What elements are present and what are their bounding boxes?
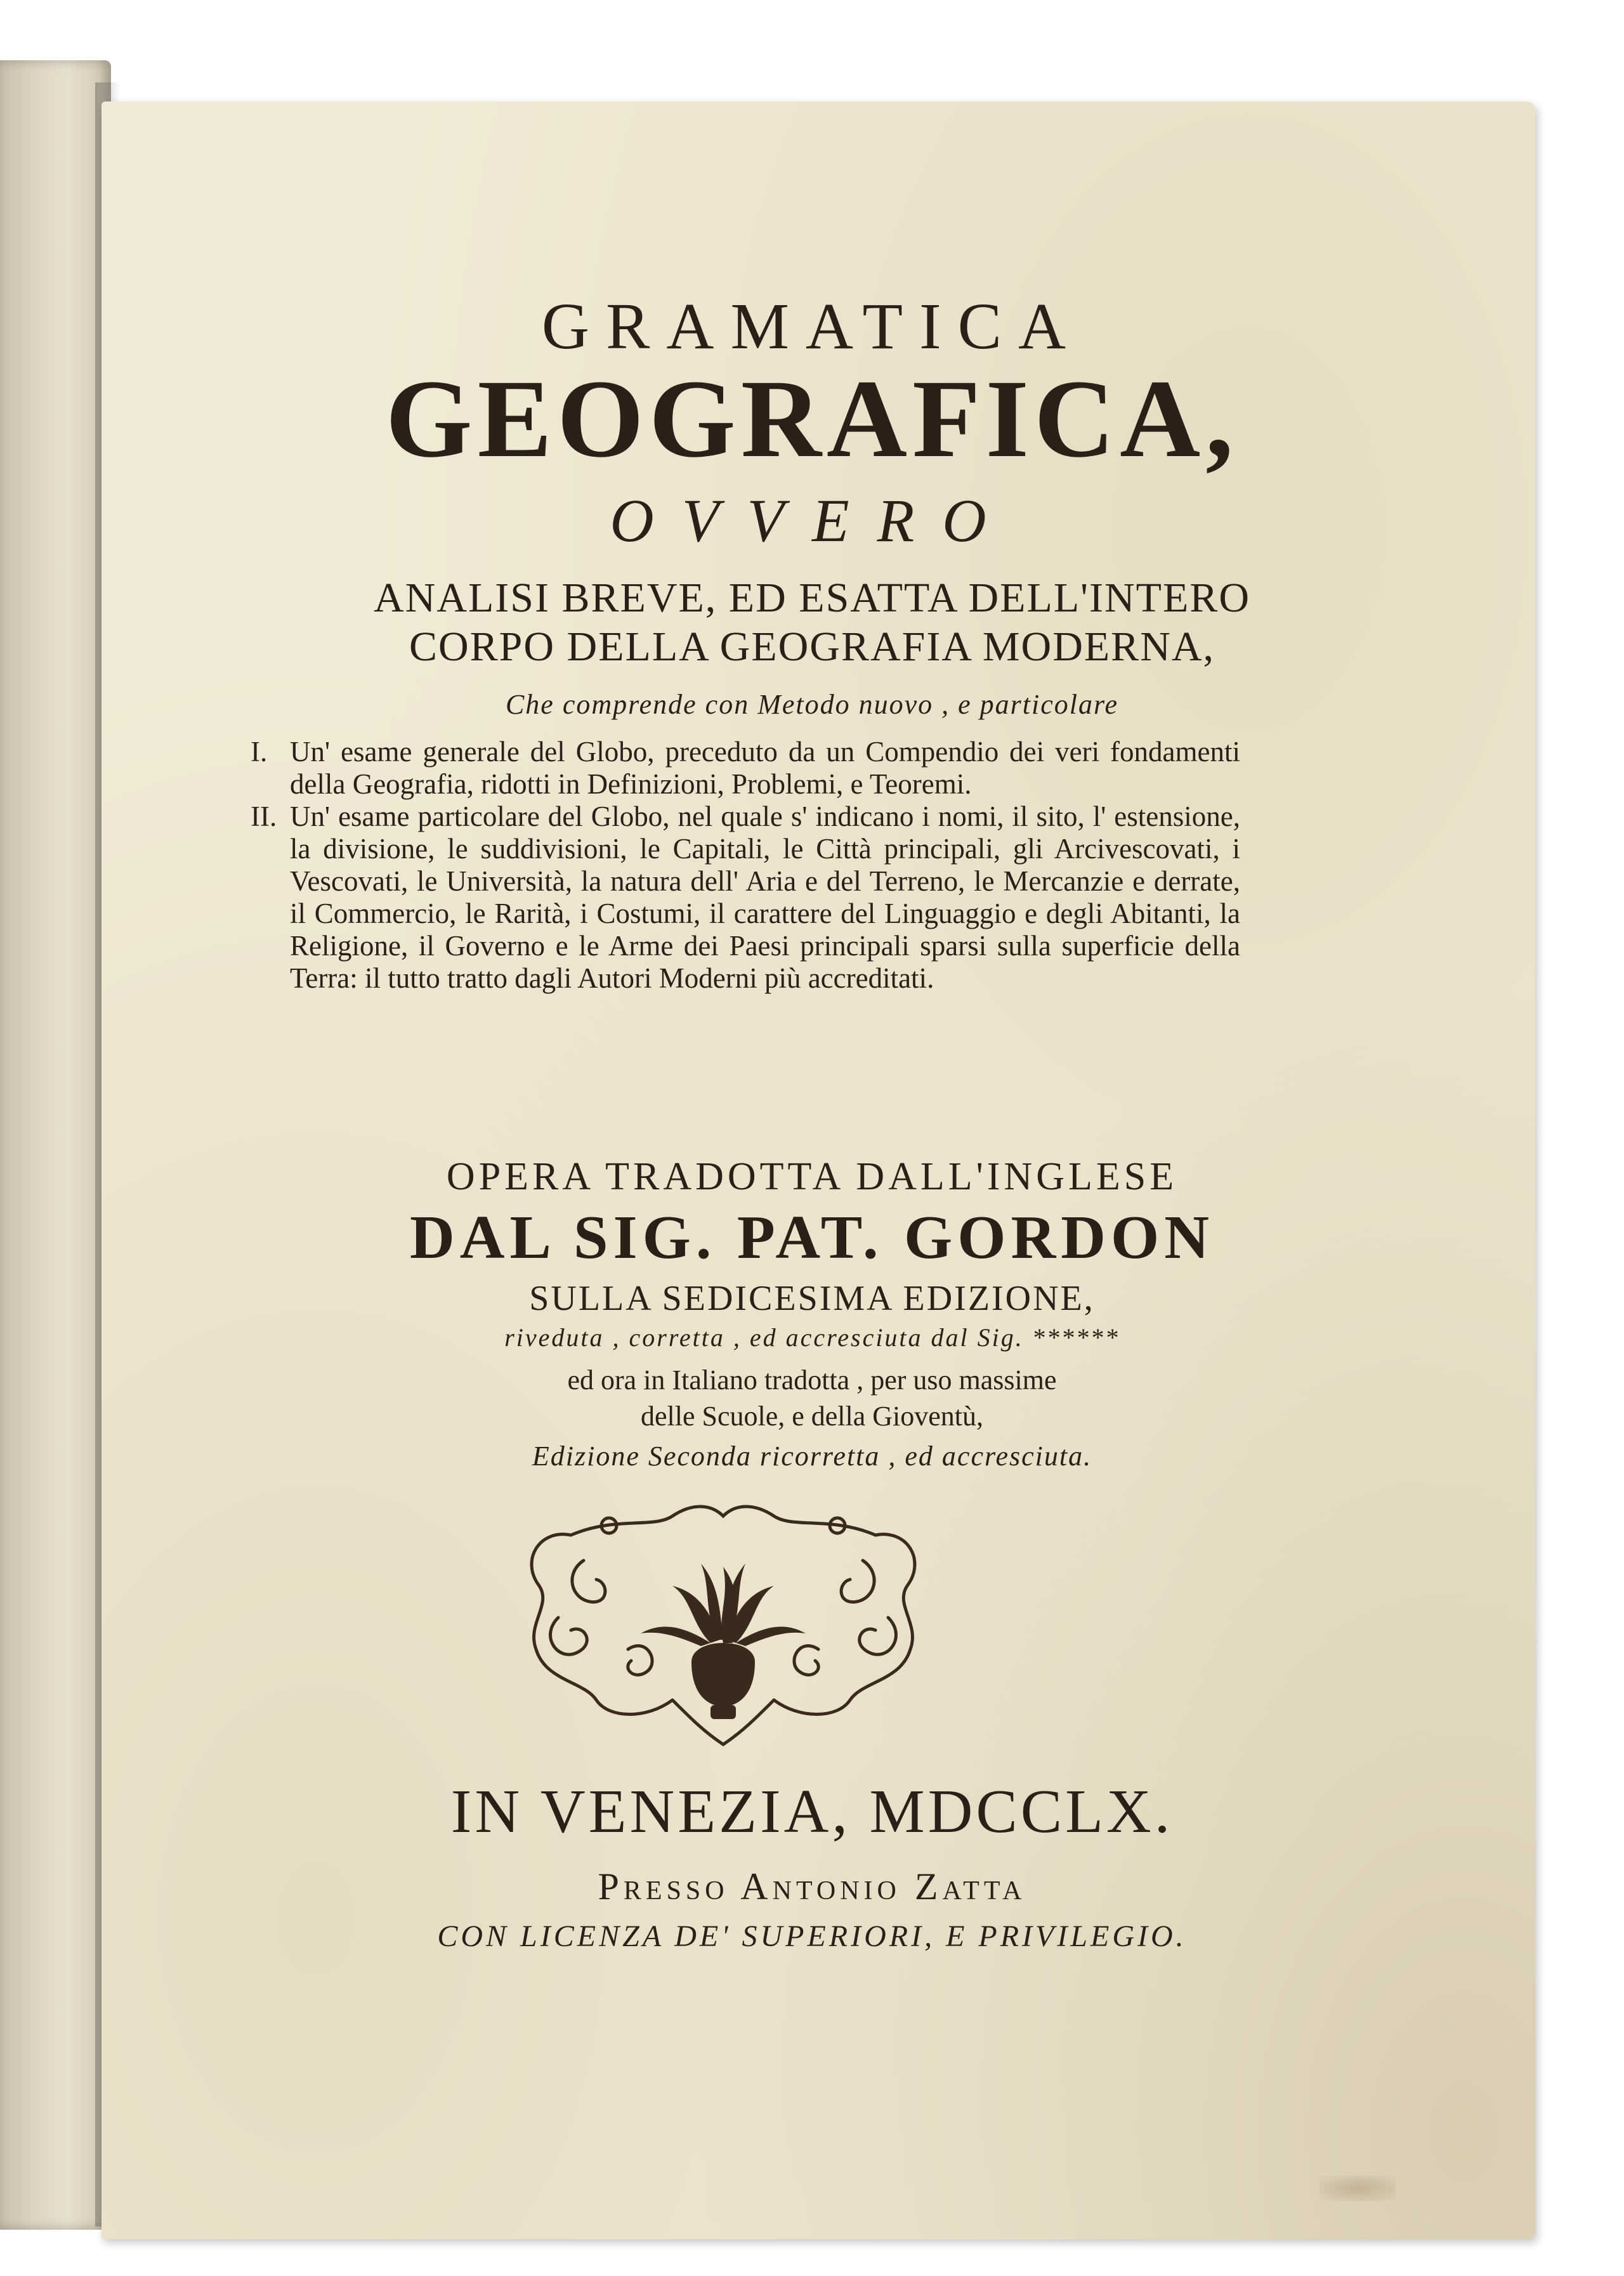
title-line-geografica: GEOGRAFICA,: [385, 357, 1239, 481]
audience-line: delle Scuole, e della Gioventù,: [640, 1401, 984, 1432]
item-text: Un' esame particolare del Globo, nel quale s' indicano i nomi, il sito, l' estensione, la divisione, le suddivisioni, le Capitali, le Città principali, gli Arcivescovati, i Vescovati, le Università, la natura dell' Aria e del Terreno, le Mercanzie e derrate, il Commercio, le Rarità, i Costumi, il carattere del Linguaggio e degli Abitanti, la Religione, il Governo e le Arme dei Paesi principali sparsi sulla superficie della Terra: il tutto tratto dagli Autori Moderni più accreditati.: [290, 801, 1240, 994]
revision-line: riveduta , corretta , ed accresciuta dal Sig. ******: [504, 1323, 1120, 1352]
translation-line: ed ora in Italiano tradotta , per uso massime: [567, 1364, 1057, 1396]
title-line-gramatica: GRAMATICA: [541, 290, 1083, 363]
subtitle-line-corpo: CORPO DELLA GEOGRAFIA MODERNA,: [409, 624, 1215, 670]
contents-item-1: [251, 736, 1240, 801]
translation-note: OPERA TRADOTTA DALL'INGLESE: [446, 1155, 1178, 1198]
item-text: Un' esame generale del Globo, preceduto da un Compendio dei veri fondamenti della Geografia, ridotti in Definizioni, Problemi, e Teoremi.: [290, 736, 1240, 800]
publisher-line: Presso Antonio Zatta: [598, 1866, 1026, 1907]
title-line-ovvero: OVVERO: [610, 487, 1014, 554]
contents-item-2: [251, 801, 1240, 995]
author-line: DAL SIG. PAT. GORDON: [409, 1203, 1215, 1272]
paper-stain: [1320, 2176, 1396, 2201]
item-number: I.: [251, 736, 268, 768]
item-number: II.: [251, 801, 277, 832]
imprint-place-date: IN VENEZIA, MDCCLX.: [450, 1777, 1174, 1846]
flaming-urn-ornament-icon: [501, 1491, 945, 1757]
second-edition-line: Edizione Seconda ricorretta , ed accresciuta.: [532, 1441, 1092, 1472]
edition-line: SULLA SEDICESIMA EDIZIONE,: [529, 1279, 1095, 1318]
subtitle-line-analisi: ANALISI BREVE, ED ESATTA DELL'INTERO: [374, 575, 1250, 621]
subtitle-line-che-comprende: Che comprende con Metodo nuovo , e particolare: [505, 689, 1119, 720]
license-line: CON LICENZA DE' SUPERIORI, E PRIVILEGIO.: [437, 1920, 1187, 1953]
contents-list: [251, 736, 1240, 995]
